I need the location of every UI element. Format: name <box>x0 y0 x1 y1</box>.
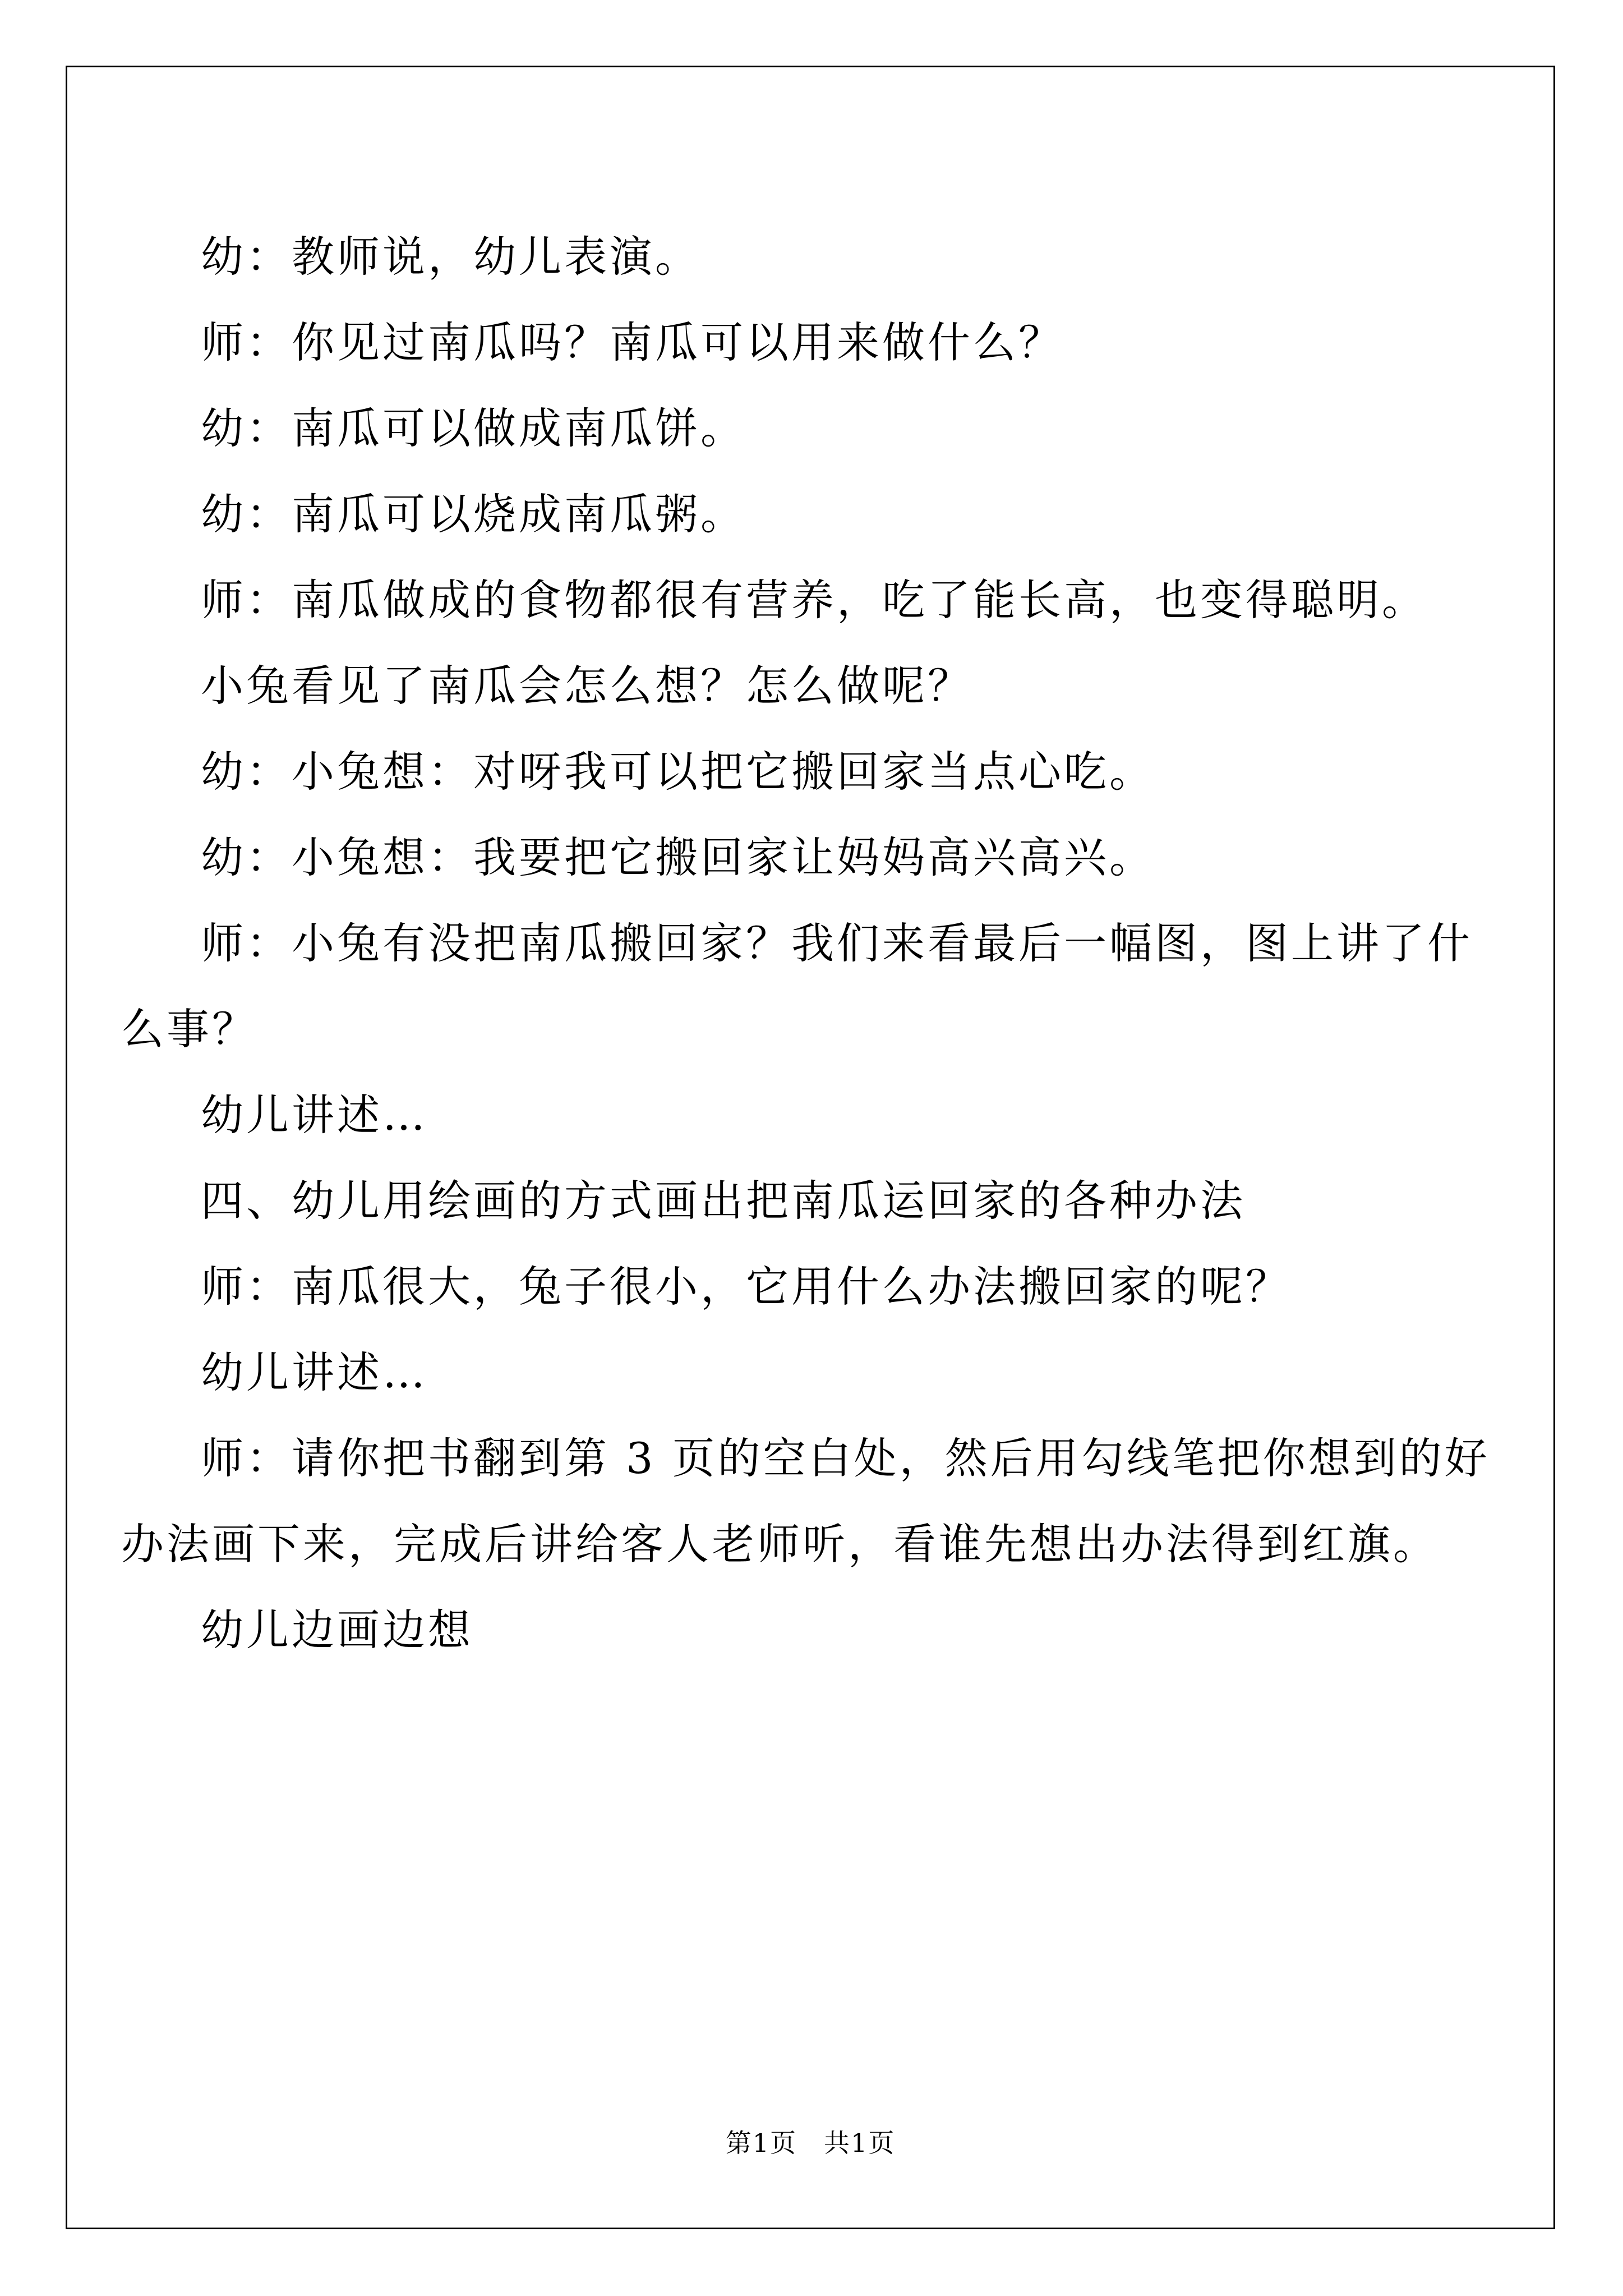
paragraph-line: 幼儿讲述… <box>201 1090 428 1140</box>
page-footer: 第1页 共1页 <box>725 2128 896 2158</box>
paragraph-line: 办法画下来，完成后讲给客人老师听，看谁先想出办法得到红旗。 <box>121 1519 1438 1569</box>
paragraph-line: 幼：小兔想：我要把它搬回家让妈妈高兴高兴。 <box>201 832 1155 882</box>
paragraph-line: 幼：南瓜可以烧成南瓜粥。 <box>201 489 746 539</box>
paragraph-line: 师：请你把书翻到第 3 页的空白处，然后用勾线笔把你想到的好 <box>201 1433 1490 1483</box>
paragraph-line: 幼：小兔想：对呀我可以把它搬回家当点心吃。 <box>201 747 1155 797</box>
paragraph-line: 四、幼儿用绘画的方式画出把南瓜运回家的各种办法 <box>201 1176 1246 1226</box>
paragraph-line: 幼：南瓜可以做成南瓜饼。 <box>201 403 746 453</box>
paragraph-line: 师：你见过南瓜吗？南瓜可以用来做什么？ <box>201 318 1064 367</box>
paragraph-line: 师：南瓜做成的食物都很有营养，吃了能长高，也变得聪明。 <box>201 575 1427 625</box>
document-body <box>67 67 1553 2228</box>
paragraph-line: 么事？ <box>121 1004 257 1054</box>
paragraph-line: 师：小兔有没把南瓜搬回家？我们来看最后一幅图，图上讲了什 <box>201 918 1473 968</box>
page-border <box>66 66 1555 2229</box>
paragraph-line: 幼儿讲述… <box>201 1347 428 1397</box>
paragraph-line: 师：南瓜很大，兔子很小，它用什么办法搬回家的呢？ <box>201 1262 1291 1312</box>
paragraph-line: 小兔看见了南瓜会怎么想？怎么做呢？ <box>201 661 973 711</box>
paragraph-line: 幼儿边画边想 <box>201 1605 473 1655</box>
paragraph-line: 幼：教师说，幼儿表演。 <box>201 232 700 282</box>
